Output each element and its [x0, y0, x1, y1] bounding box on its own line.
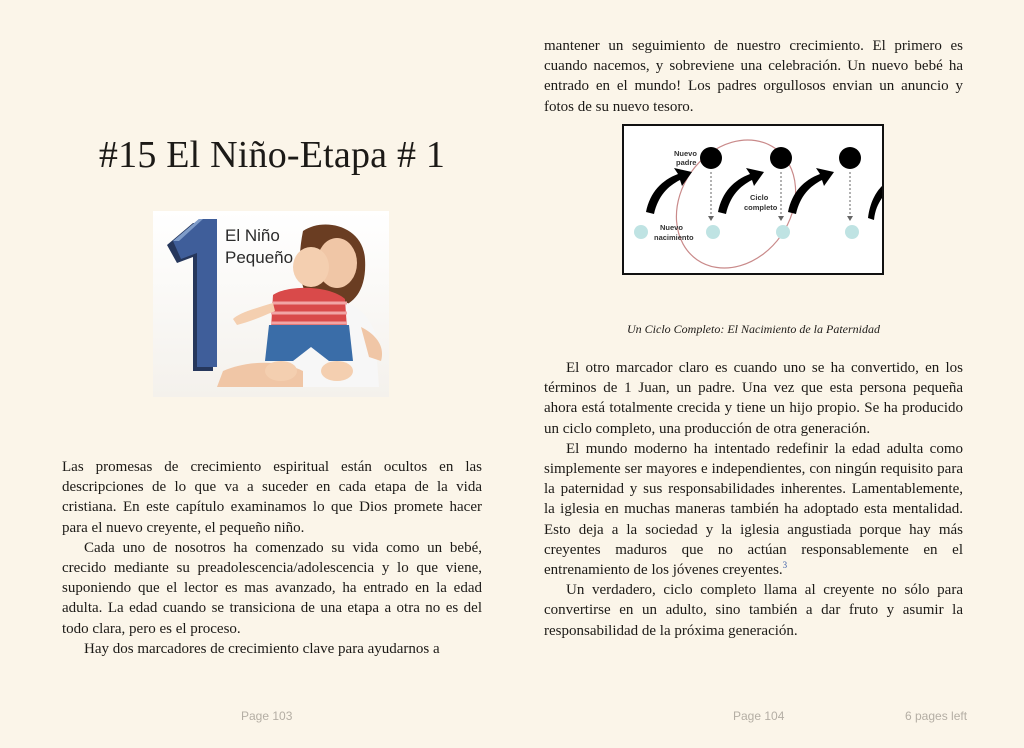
- right-body-text: [544, 358, 963, 641]
- label-new-birth-1: Nuevo: [660, 223, 683, 232]
- image-label-line1: El Niño: [225, 226, 280, 245]
- paragraph: Hay dos marcadores de crecimiento clave para ayudarnos a: [84, 640, 440, 657]
- label-new-parent-2: padre: [676, 158, 697, 167]
- left-body-text: [62, 457, 482, 659]
- paragraph: El otro marcador claro es cuando uno se ha convertido, en los términos de 1 Juan, un padre. Una vez que esta persona pequeña ahora está totalmente crecida y tiene un hijo propio. Se ha producido un ciclo completo, una producción de otra generación.: [544, 360, 963, 437]
- image-label-line2: Pequeño: [225, 248, 294, 267]
- label-cycle-2: completo: [744, 203, 778, 212]
- page-number-right: Page 104: [733, 709, 785, 723]
- paragraph: mantener un seguimiento de nuestro crecimiento. El primero es cuando nacemos, y sobreviene una celebración. Un nuevo bebé ha entrado en el mundo! Los padres orgullosos envian un anuncio y fotos de su nuevo tesoro.: [544, 38, 963, 115]
- footnote-link[interactable]: 3: [782, 560, 788, 571]
- child-stage-illustration: [153, 211, 389, 397]
- paragraph: [544, 439, 963, 580]
- figure-caption: Un Ciclo Completo: El Nacimiento de la Paternidad: [627, 322, 880, 336]
- right-top-text: [544, 36, 963, 117]
- generation-cycle-figure: [624, 126, 882, 273]
- cycle-diagram: [622, 124, 884, 275]
- page-number-left: Page 103: [241, 709, 293, 723]
- chapter-illustration: [153, 211, 389, 397]
- paragraph: Cada uno de nosotros ha comenzado su vida como un bebé, crecido mediante su preadolescencia/adolescencia y lo que viene, suponiendo que el lector es mas avanzado, ha entrado en la edad adulta. La edad cuando se transiciona de una etapa a otra no es del todo clara, pero es el proceso.: [62, 539, 482, 637]
- paragraph: Las promesas de crecimiento espiritual están ocultos en las descripciones de lo que va a suceder en cada etapa de la vida cristiana. En este capítulo examinamos lo que Dios promete hacer para el nuevo creyente, el pequeño niño.: [62, 459, 482, 536]
- label-cycle-1: Ciclo: [750, 193, 769, 202]
- label-new-birth-2: nacimiento: [654, 233, 694, 242]
- paragraph: Un verdadero, ciclo completo llama al creyente no sólo para convertirse en un adulto, sino también a dar fruto y asumir la responsabilidad de la próxima generación.: [544, 582, 963, 639]
- pages-left-indicator: 6 pages left: [905, 709, 968, 723]
- parent-dot: [700, 147, 861, 169]
- label-new-parent-1: Nuevo: [674, 149, 697, 158]
- chapter-title: #15 El Niño-Etapa # 1: [98, 134, 446, 176]
- right-page: [512, 0, 1024, 748]
- big-number-one: [167, 219, 217, 371]
- connector-arrowhead: [708, 216, 853, 221]
- paragraph-text: El mundo moderno ha intentado redefinir la edad adulta como simplemente ser mayores e independientes, con ningún requisito para la paternidad y sus responsabilidades inherentes. Lamentablemente, la iglesia en muchas maneras también ha adoptado esta mentalidad. Esto deja a la sociedad y la iglesia angustiada porque hay más creyentes maduros que no actúan responsablemente en el entrenamiento de los jóvenes creyentes.: [544, 440, 963, 579]
